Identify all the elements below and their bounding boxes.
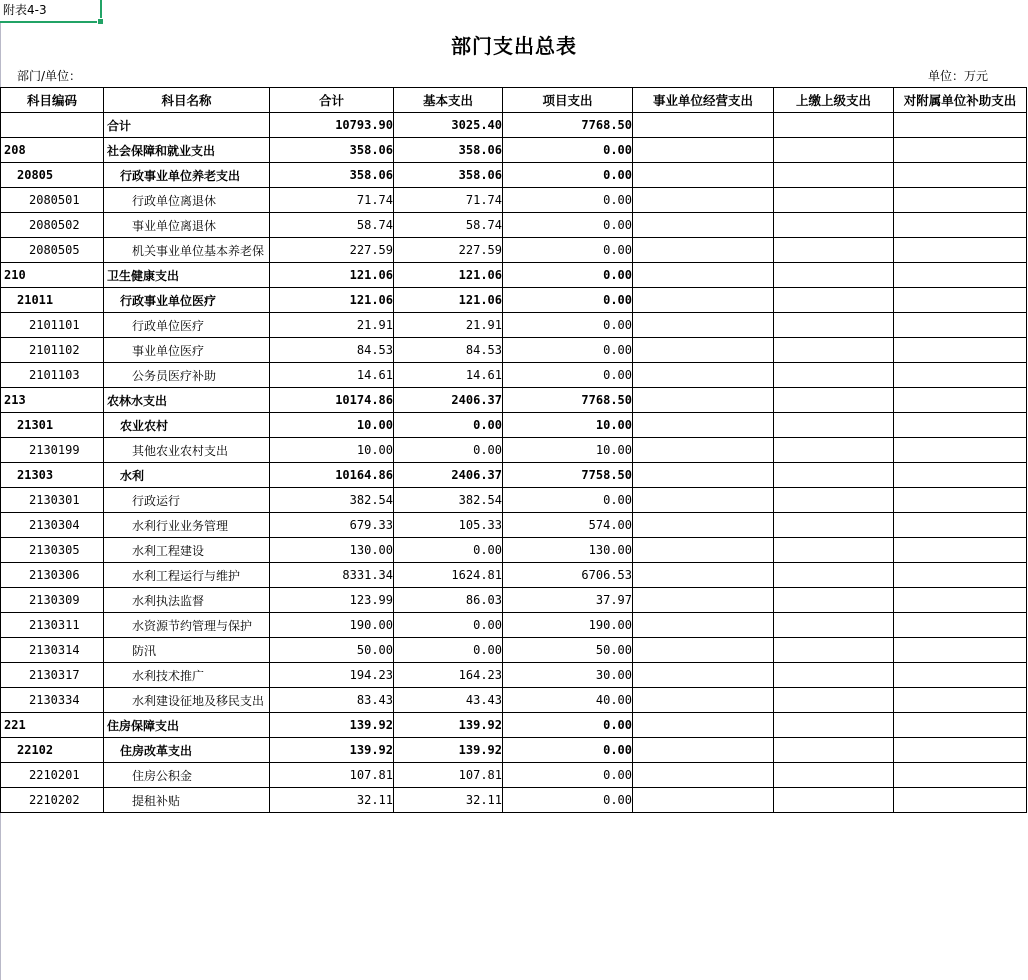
project-cell[interactable]: 0.00 (503, 163, 633, 188)
name-cell[interactable]: 水利工程建设 (104, 538, 270, 563)
total-cell[interactable]: 10.00 (270, 413, 394, 438)
operating-cell[interactable] (633, 638, 774, 663)
total-cell[interactable]: 358.06 (270, 138, 394, 163)
table-row (1, 138, 1027, 163)
basic-cell[interactable]: 1624.81 (394, 563, 503, 588)
name-cell[interactable]: 防汛 (104, 638, 270, 663)
table-row (1, 613, 1027, 638)
subsidy-cell[interactable] (894, 488, 1027, 513)
operating-cell[interactable] (633, 613, 774, 638)
code-cell[interactable]: 21011 (1, 288, 104, 313)
remit-cell[interactable] (774, 163, 894, 188)
basic-cell[interactable]: 139.92 (394, 713, 503, 738)
code-cell[interactable]: 2080502 (1, 213, 104, 238)
subsidy-cell[interactable] (894, 313, 1027, 338)
operating-cell[interactable] (633, 663, 774, 688)
subsidy-cell[interactable] (894, 163, 1027, 188)
table-row (1, 238, 1027, 263)
table-row (1, 438, 1027, 463)
page-title: 部门支出总表 (451, 34, 577, 58)
total-cell[interactable]: 358.06 (270, 163, 394, 188)
code-cell[interactable]: 22102 (1, 738, 104, 763)
operating-cell[interactable] (633, 438, 774, 463)
name-cell[interactable]: 事业单位医疗 (104, 338, 270, 363)
table-row (1, 113, 1027, 138)
code-cell[interactable]: 2130301 (1, 488, 104, 513)
operating-cell[interactable] (633, 688, 774, 713)
remit-cell[interactable] (774, 788, 894, 813)
subsidy-cell[interactable] (894, 238, 1027, 263)
remit-cell[interactable] (774, 613, 894, 638)
operating-cell[interactable] (633, 588, 774, 613)
operating-cell[interactable] (633, 238, 774, 263)
subsidy-cell[interactable] (894, 513, 1027, 538)
name-cell[interactable]: 水资源节约管理与保护 (104, 613, 270, 638)
operating-cell[interactable] (633, 138, 774, 163)
remit-cell[interactable] (774, 763, 894, 788)
code-cell[interactable] (1, 113, 104, 138)
total-cell[interactable]: 10793.90 (270, 113, 394, 138)
operating-cell[interactable] (633, 263, 774, 288)
table-row (1, 688, 1027, 713)
name-cell[interactable]: 农业农村 (104, 413, 270, 438)
operating-cell[interactable] (633, 538, 774, 563)
total-cell[interactable]: 190.00 (270, 613, 394, 638)
department-label: 部门/单位： (17, 69, 82, 83)
remit-cell[interactable] (774, 588, 894, 613)
subsidy-cell[interactable] (894, 688, 1027, 713)
basic-cell[interactable]: 121.06 (394, 288, 503, 313)
project-cell[interactable]: 0.00 (503, 488, 633, 513)
operating-cell[interactable] (633, 788, 774, 813)
operating-cell[interactable] (633, 338, 774, 363)
remit-cell[interactable] (774, 563, 894, 588)
total-cell[interactable]: 84.53 (270, 338, 394, 363)
table-row (1, 263, 1027, 288)
total-cell[interactable]: 8331.34 (270, 563, 394, 588)
basic-cell[interactable]: 358.06 (394, 138, 503, 163)
operating-cell[interactable] (633, 763, 774, 788)
project-cell[interactable]: 10.00 (503, 438, 633, 463)
project-cell[interactable]: 190.00 (503, 613, 633, 638)
remit-cell[interactable] (774, 663, 894, 688)
code-cell[interactable]: 2130199 (1, 438, 104, 463)
code-cell[interactable]: 208 (1, 138, 104, 163)
remit-cell[interactable] (774, 463, 894, 488)
subsidy-cell[interactable] (894, 138, 1027, 163)
remit-cell[interactable] (774, 513, 894, 538)
basic-cell[interactable]: 14.61 (394, 363, 503, 388)
total-cell[interactable]: 10174.86 (270, 388, 394, 413)
remit-cell[interactable] (774, 413, 894, 438)
project-cell[interactable]: 0.00 (503, 338, 633, 363)
operating-cell[interactable] (633, 313, 774, 338)
code-cell[interactable]: 2101102 (1, 338, 104, 363)
code-cell[interactable]: 2130309 (1, 588, 104, 613)
subsidy-cell[interactable] (894, 213, 1027, 238)
total-cell[interactable]: 679.33 (270, 513, 394, 538)
remit-cell[interactable] (774, 713, 894, 738)
basic-cell[interactable]: 164.23 (394, 663, 503, 688)
project-cell[interactable]: 50.00 (503, 638, 633, 663)
header-code[interactable]: 科目编码 (1, 88, 104, 113)
expenditure-table (0, 87, 1027, 813)
remit-cell[interactable] (774, 313, 894, 338)
name-cell[interactable]: 行政事业单位医疗 (104, 288, 270, 313)
table-row (1, 513, 1027, 538)
basic-cell[interactable]: 2406.37 (394, 463, 503, 488)
name-cell[interactable]: 农林水支出 (104, 388, 270, 413)
subsidy-cell[interactable] (894, 588, 1027, 613)
total-cell[interactable]: 50.00 (270, 638, 394, 663)
subsidy-cell[interactable] (894, 338, 1027, 363)
remit-cell[interactable] (774, 238, 894, 263)
project-cell[interactable]: 0.00 (503, 738, 633, 763)
total-cell[interactable]: 382.54 (270, 488, 394, 513)
name-cell[interactable]: 卫生健康支出 (104, 263, 270, 288)
subsidy-cell[interactable] (894, 263, 1027, 288)
code-cell[interactable]: 20805 (1, 163, 104, 188)
subsidy-cell[interactable] (894, 763, 1027, 788)
total-cell[interactable]: 107.81 (270, 763, 394, 788)
operating-cell[interactable] (633, 288, 774, 313)
operating-cell[interactable] (633, 113, 774, 138)
code-cell[interactable]: 2130305 (1, 538, 104, 563)
table-row (1, 288, 1027, 313)
basic-cell[interactable]: 0.00 (394, 638, 503, 663)
table-row (1, 538, 1027, 563)
subsidy-cell[interactable] (894, 463, 1027, 488)
remit-cell[interactable] (774, 263, 894, 288)
total-cell[interactable]: 14.61 (270, 363, 394, 388)
code-cell[interactable]: 2210202 (1, 788, 104, 813)
code-cell[interactable]: 2130314 (1, 638, 104, 663)
subsidy-cell[interactable] (894, 188, 1027, 213)
name-cell[interactable]: 行政运行 (104, 488, 270, 513)
total-cell[interactable]: 121.06 (270, 288, 394, 313)
name-cell[interactable]: 机关事业单位基本养老保 (104, 238, 270, 263)
name-cell[interactable]: 社会保障和就业支出 (104, 138, 270, 163)
subsidy-cell[interactable] (894, 288, 1027, 313)
subsidy-cell[interactable] (894, 788, 1027, 813)
table-row (1, 663, 1027, 688)
subsidy-cell[interactable] (894, 613, 1027, 638)
header-operating[interactable]: 事业单位经营支出 (633, 88, 774, 113)
table-row (1, 488, 1027, 513)
name-cell[interactable]: 合计 (104, 113, 270, 138)
basic-cell[interactable]: 105.33 (394, 513, 503, 538)
name-cell[interactable]: 水利执法监督 (104, 588, 270, 613)
basic-cell[interactable]: 71.74 (394, 188, 503, 213)
code-cell[interactable]: 2130311 (1, 613, 104, 638)
name-cell[interactable]: 住房保障支出 (104, 713, 270, 738)
subsidy-cell[interactable] (894, 538, 1027, 563)
total-cell[interactable]: 58.74 (270, 213, 394, 238)
table-row (1, 388, 1027, 413)
table-row (1, 788, 1027, 813)
total-cell[interactable]: 139.92 (270, 713, 394, 738)
code-cell[interactable]: 2101101 (1, 313, 104, 338)
name-cell[interactable]: 住房改革支出 (104, 738, 270, 763)
code-cell[interactable]: 2210201 (1, 763, 104, 788)
code-cell[interactable]: 221 (1, 713, 104, 738)
project-cell[interactable]: 10.00 (503, 413, 633, 438)
code-cell[interactable]: 2080501 (1, 188, 104, 213)
header-name[interactable]: 科目名称 (104, 88, 270, 113)
subsidy-cell[interactable] (894, 713, 1027, 738)
table-row (1, 163, 1027, 188)
subsidy-cell[interactable] (894, 638, 1027, 663)
remit-cell[interactable] (774, 288, 894, 313)
remit-cell[interactable] (774, 688, 894, 713)
remit-cell[interactable] (774, 388, 894, 413)
project-cell[interactable]: 0.00 (503, 788, 633, 813)
project-cell[interactable]: 0.00 (503, 263, 633, 288)
operating-cell[interactable] (633, 738, 774, 763)
project-cell[interactable]: 40.00 (503, 688, 633, 713)
name-cell[interactable]: 公务员医疗补助 (104, 363, 270, 388)
code-cell[interactable]: 2101103 (1, 363, 104, 388)
total-cell[interactable]: 71.74 (270, 188, 394, 213)
unit-label: 单位：万元 (928, 69, 989, 83)
code-cell[interactable]: 2130317 (1, 663, 104, 688)
basic-cell[interactable]: 86.03 (394, 588, 503, 613)
name-cell[interactable]: 水利工程运行与维护 (104, 563, 270, 588)
basic-cell[interactable]: 43.43 (394, 688, 503, 713)
project-cell[interactable]: 6706.53 (503, 563, 633, 588)
header-project[interactable]: 项目支出 (503, 88, 633, 113)
basic-cell[interactable]: 227.59 (394, 238, 503, 263)
total-cell[interactable]: 123.99 (270, 588, 394, 613)
basic-cell[interactable]: 139.92 (394, 738, 503, 763)
remit-cell[interactable] (774, 488, 894, 513)
operating-cell[interactable] (633, 488, 774, 513)
table-row (1, 638, 1027, 663)
project-cell[interactable]: 7768.50 (503, 113, 633, 138)
table-row (1, 563, 1027, 588)
code-cell[interactable]: 21303 (1, 463, 104, 488)
project-cell[interactable]: 574.00 (503, 513, 633, 538)
project-cell[interactable]: 30.00 (503, 663, 633, 688)
remit-cell[interactable] (774, 338, 894, 363)
project-cell[interactable]: 7768.50 (503, 388, 633, 413)
total-cell[interactable]: 21.91 (270, 313, 394, 338)
table-row (1, 463, 1027, 488)
operating-cell[interactable] (633, 463, 774, 488)
header-subsidy[interactable]: 对附属单位补助支出 (894, 88, 1027, 113)
basic-cell[interactable]: 0.00 (394, 538, 503, 563)
name-cell[interactable]: 住房公积金 (104, 763, 270, 788)
operating-cell[interactable] (633, 413, 774, 438)
subsidy-cell[interactable] (894, 413, 1027, 438)
operating-cell[interactable] (633, 163, 774, 188)
name-cell[interactable]: 行政单位医疗 (104, 313, 270, 338)
name-cell[interactable]: 事业单位离退休 (104, 213, 270, 238)
subsidy-cell[interactable] (894, 388, 1027, 413)
project-cell[interactable]: 130.00 (503, 538, 633, 563)
name-cell[interactable]: 水利 (104, 463, 270, 488)
table-row (1, 338, 1027, 363)
basic-cell[interactable]: 0.00 (394, 438, 503, 463)
project-cell[interactable]: 0.00 (503, 213, 633, 238)
operating-cell[interactable] (633, 363, 774, 388)
basic-cell[interactable]: 358.06 (394, 163, 503, 188)
name-cell[interactable]: 行政单位离退休 (104, 188, 270, 213)
operating-cell[interactable] (633, 713, 774, 738)
remit-cell[interactable] (774, 638, 894, 663)
basic-cell[interactable]: 0.00 (394, 413, 503, 438)
remit-cell[interactable] (774, 188, 894, 213)
code-cell[interactable]: 2130304 (1, 513, 104, 538)
name-cell[interactable]: 水利技术推广 (104, 663, 270, 688)
operating-cell[interactable] (633, 563, 774, 588)
basic-cell[interactable]: 121.06 (394, 263, 503, 288)
header-row (1, 88, 1027, 113)
project-cell[interactable]: 37.97 (503, 588, 633, 613)
project-cell[interactable]: 0.00 (503, 713, 633, 738)
table-row (1, 213, 1027, 238)
code-cell[interactable]: 21301 (1, 413, 104, 438)
remit-cell[interactable] (774, 438, 894, 463)
name-cell[interactable]: 提租补贴 (104, 788, 270, 813)
operating-cell[interactable] (633, 388, 774, 413)
subsidy-cell[interactable] (894, 563, 1027, 588)
basic-cell[interactable]: 21.91 (394, 313, 503, 338)
project-cell[interactable]: 0.00 (503, 288, 633, 313)
table-row (1, 413, 1027, 438)
project-cell[interactable]: 0.00 (503, 238, 633, 263)
total-cell[interactable]: 194.23 (270, 663, 394, 688)
selected-cell-a1[interactable]: 附表4-3 (0, 0, 102, 23)
total-cell[interactable]: 10164.86 (270, 463, 394, 488)
project-cell[interactable]: 0.00 (503, 313, 633, 338)
code-cell[interactable]: 2080505 (1, 238, 104, 263)
basic-cell[interactable]: 3025.40 (394, 113, 503, 138)
total-cell[interactable]: 227.59 (270, 238, 394, 263)
remit-cell[interactable] (774, 538, 894, 563)
table-row (1, 763, 1027, 788)
remit-cell[interactable] (774, 113, 894, 138)
header-total[interactable]: 合计 (270, 88, 394, 113)
operating-cell[interactable] (633, 513, 774, 538)
code-cell[interactable]: 2130334 (1, 688, 104, 713)
total-cell[interactable]: 121.06 (270, 263, 394, 288)
basic-cell[interactable]: 382.54 (394, 488, 503, 513)
name-cell[interactable]: 其他农业农村支出 (104, 438, 270, 463)
header-remit[interactable]: 上缴上级支出 (774, 88, 894, 113)
name-cell[interactable]: 水利建设征地及移民支出 (104, 688, 270, 713)
header-basic[interactable]: 基本支出 (394, 88, 503, 113)
project-cell[interactable]: 0.00 (503, 363, 633, 388)
subsidy-cell[interactable] (894, 438, 1027, 463)
subsidy-cell[interactable] (894, 363, 1027, 388)
total-cell[interactable]: 32.11 (270, 788, 394, 813)
remit-cell[interactable] (774, 138, 894, 163)
table-row (1, 713, 1027, 738)
code-cell[interactable]: 210 (1, 263, 104, 288)
project-cell[interactable]: 7758.50 (503, 463, 633, 488)
basic-cell[interactable]: 0.00 (394, 613, 503, 638)
basic-cell[interactable]: 32.11 (394, 788, 503, 813)
basic-cell[interactable]: 2406.37 (394, 388, 503, 413)
table-row (1, 363, 1027, 388)
code-cell[interactable]: 2130306 (1, 563, 104, 588)
total-cell[interactable]: 10.00 (270, 438, 394, 463)
project-cell[interactable]: 0.00 (503, 188, 633, 213)
basic-cell[interactable]: 107.81 (394, 763, 503, 788)
table-row (1, 313, 1027, 338)
subsidy-cell[interactable] (894, 113, 1027, 138)
operating-cell[interactable] (633, 213, 774, 238)
remit-cell[interactable] (774, 213, 894, 238)
table-row (1, 588, 1027, 613)
table-row (1, 188, 1027, 213)
name-cell[interactable]: 水利行业业务管理 (104, 513, 270, 538)
project-cell[interactable]: 0.00 (503, 138, 633, 163)
remit-cell[interactable] (774, 363, 894, 388)
total-cell[interactable]: 83.43 (270, 688, 394, 713)
subsidy-cell[interactable] (894, 663, 1027, 688)
code-cell[interactable]: 213 (1, 388, 104, 413)
total-cell[interactable]: 130.00 (270, 538, 394, 563)
table-row (1, 738, 1027, 763)
basic-cell[interactable]: 58.74 (394, 213, 503, 238)
remit-cell[interactable] (774, 738, 894, 763)
project-cell[interactable]: 0.00 (503, 763, 633, 788)
subsidy-cell[interactable] (894, 738, 1027, 763)
basic-cell[interactable]: 84.53 (394, 338, 503, 363)
operating-cell[interactable] (633, 188, 774, 213)
name-cell[interactable]: 行政事业单位养老支出 (104, 163, 270, 188)
total-cell[interactable]: 139.92 (270, 738, 394, 763)
